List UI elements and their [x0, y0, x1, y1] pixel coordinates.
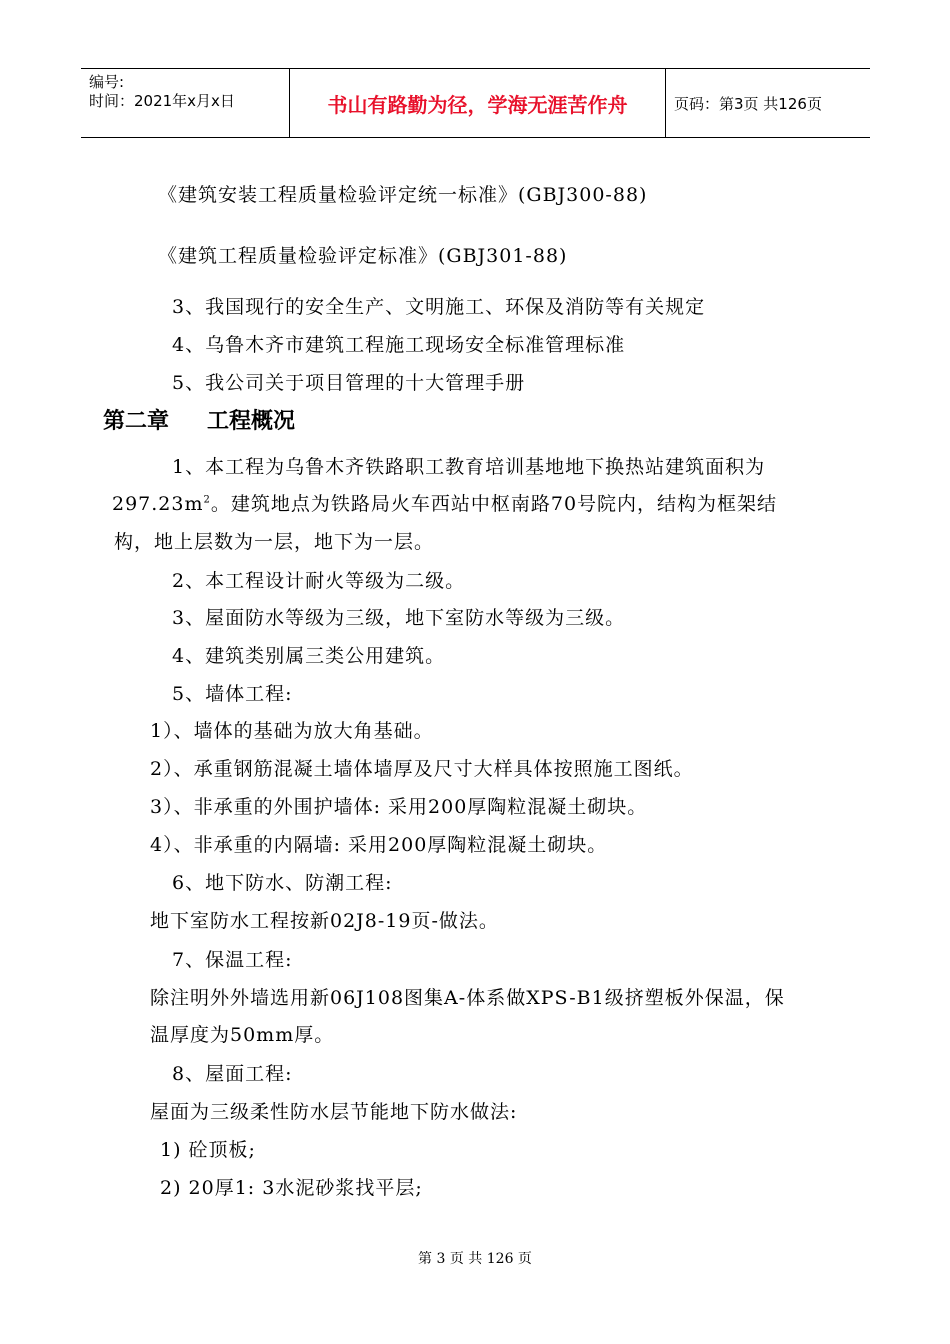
para-5-item-2: 2）、承重钢筋混凝土墙体墙厚及尺寸大样具体按照施工图纸。	[150, 758, 694, 780]
chapter-title: 工程概况	[207, 409, 296, 434]
para-6-detail: 地下室防水工程按新02J8-19页-做法。	[150, 910, 499, 932]
header-number-label: 编号:	[89, 73, 125, 91]
area-superscript: 2	[203, 494, 211, 506]
para-5: 5、墙体工程:	[172, 683, 293, 705]
header-time-label: 时间：2021年x月x日	[89, 92, 235, 110]
para-4: 4、建筑类别属三类公用建筑。	[172, 645, 446, 667]
para-5-item-1: 1）、墙体的基础为放大角基础。	[150, 720, 434, 742]
para-5-item-3: 3）、非承重的外围护墙体: 采用200厚陶粒混凝土砌块。	[150, 796, 648, 818]
standard-line-1: 《建筑安装工程质量检验评定统一标准》(GBJ300-88)	[158, 184, 648, 206]
para-8-item-2: 2) 20厚1: 3水泥砂浆找平层;	[160, 1177, 423, 1199]
para-8-detail: 屋面为三级柔性防水层节能地下防水做法:	[150, 1101, 518, 1123]
area-value: 297.23m	[112, 493, 204, 515]
basis-item-4: 4、乌鲁木齐市建筑工程施工现场安全标准管理标准	[172, 334, 626, 356]
header-motto: 书山有路勤为径，学海无涯苦作舟	[290, 69, 666, 137]
standard-line-2: 《建筑工程质量检验评定标准》(GBJ301-88)	[158, 245, 568, 267]
para-1-line-2-rest: 。建筑地点为铁路局火车西站中枢南路70号院内，结构为框架结	[210, 493, 778, 515]
para-1-line-3: 构，地上层数为一层，地下为一层。	[114, 531, 435, 553]
para-1-line-2	[112, 489, 777, 516]
header-meta-cell	[81, 69, 290, 137]
header-page-info: 页码：第3页 共126页	[674, 94, 822, 113]
para-8-item-1: 1) 砼顶板;	[160, 1139, 256, 1161]
para-7: 7、保温工程:	[172, 949, 293, 971]
basis-item-5: 5、我公司关于项目管理的十大管理手册	[172, 372, 526, 394]
chapter-heading	[103, 404, 295, 435]
para-1-line-1: 1、本工程为乌鲁木齐铁路职工教育培训基地地下换热站建筑面积为	[172, 456, 766, 478]
page-header	[81, 68, 870, 138]
chapter-number: 第二章	[103, 409, 170, 434]
para-3: 3、屋面防水等级为三级，地下室防水等级为三级。	[172, 607, 626, 629]
para-7-detail-line-1: 除注明外外墙选用新06J108图集A-体系做XPS-B1级挤塑板外保温，保	[150, 987, 785, 1009]
para-6: 6、地下防水、防潮工程:	[172, 872, 393, 894]
para-5-item-4: 4）、非承重的内隔墙: 采用200厚陶粒混凝土砌块。	[150, 834, 608, 856]
para-7-detail-line-2: 温厚度为50mm厚。	[150, 1024, 335, 1046]
basis-item-3: 3、我国现行的安全生产、文明施工、环保及消防等有关规定	[172, 296, 706, 318]
para-8: 8、屋面工程:	[172, 1063, 293, 1085]
page-footer: 第 3 页 共 126 页	[418, 1251, 532, 1267]
para-2: 2、本工程设计耐火等级为二级。	[172, 570, 466, 592]
